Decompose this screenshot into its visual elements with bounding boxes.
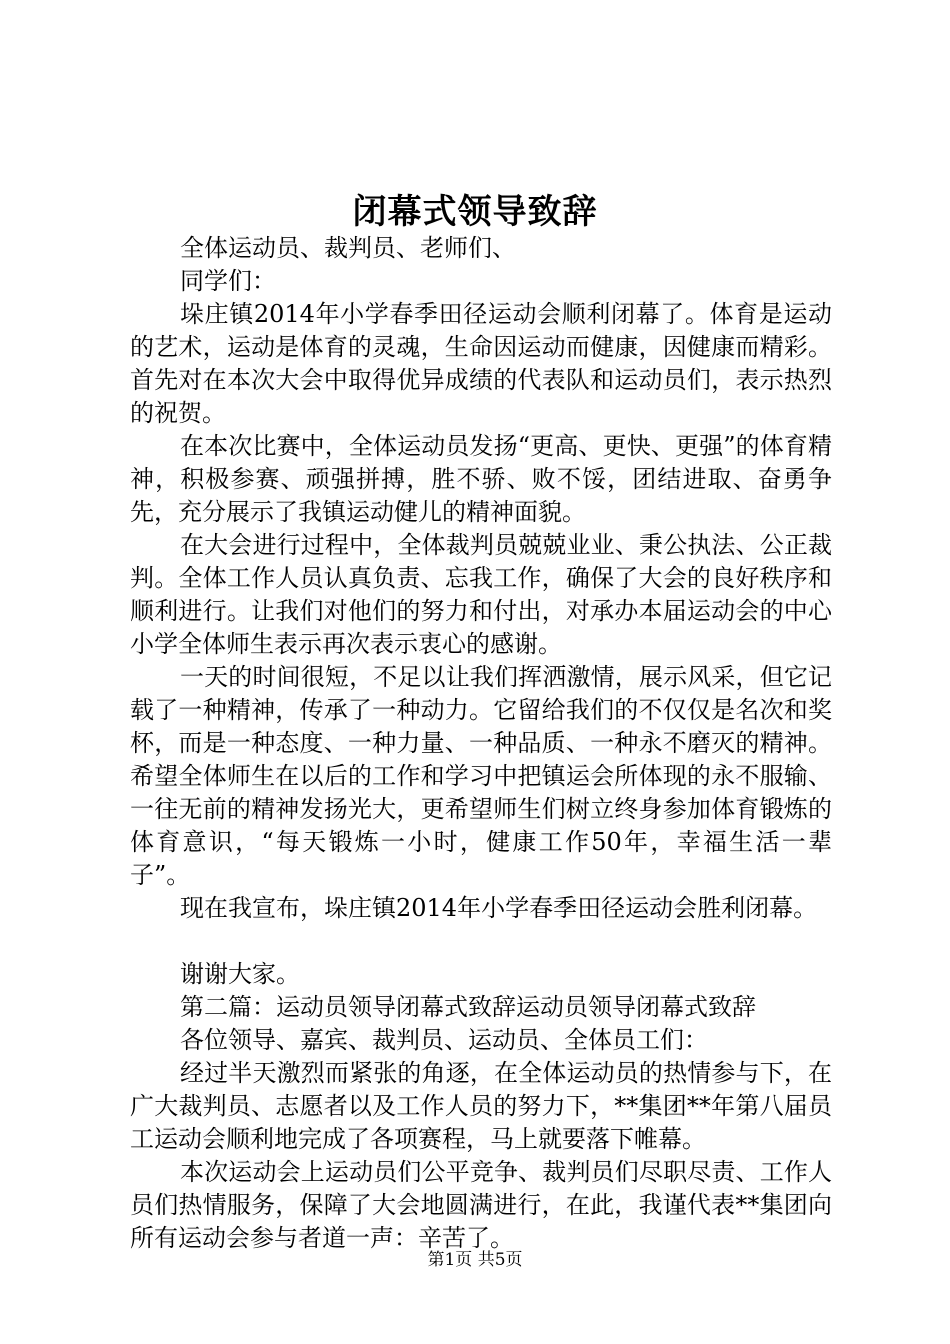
paragraph-thanks: 谢谢大家。 (180, 960, 300, 988)
paragraph-second-opening: 经过半天激烈而紧张的角逐，在全体运动员的热情参与下，在广大裁判员、志愿者以及工作人员的努力下，**集团**年第八届员工运动会顺利地完成了各项赛程，马上就要落下帷幕。 (130, 1059, 832, 1153)
paragraph-second-thanks: 本次运动会上运动员们公平竞争、裁判员们尽职尽责、工作人员们热情服务，保障了大会地圆满进行，在此，我谨代表**集团向所有运动会参与者道一声：辛苦了。 (130, 1158, 832, 1252)
salutation-line-2: 同学们： (180, 267, 276, 295)
section-heading-second: 第二篇：运动员领导闭幕式致辞运动员领导闭幕式致辞 (180, 993, 756, 1021)
paragraph-athletes: 在本次比赛中，全体运动员发扬“更高、更快、更强”的体育精神，积极参赛、顽强拼搏，胜不骄、败不馁，团结进取、奋勇争先，充分展示了我镇运动健儿的精神面貌。 (130, 432, 832, 526)
paragraph-referees: 在大会进行过程中，全体裁判员兢兢业业、秉公执法、公正裁判。全体工作人员认真负责、忘我工作，确保了大会的良好秩序和顺利进行。让我们对他们的努力和付出，对承办本届运动会的中心小学全体师生表示再次表示衷心的感谢。 (130, 531, 832, 658)
paragraph-opening: 垛庄镇2014年小学春季田径运动会顺利闭幕了。体育是运动的艺术，运动是体育的灵魂，生命因运动而健康，因健康而精彩。首先对在本次大会中取得优异成绩的代表队和运动员们，表示热烈的祝贺。 (130, 300, 832, 427)
document-body (130, 232, 832, 1255)
salutation-second: 各位领导、嘉宾、裁判员、运动员、全体员工们： (180, 1026, 708, 1054)
page-indicator: 第1页 共5页 (427, 1250, 523, 1270)
paragraph-declaration: 现在我宣布，垛庄镇2014年小学春季田径运动会胜利闭幕。 (180, 894, 818, 922)
document-title: 闭幕式领导致辞 (352, 192, 598, 232)
paragraph-spirit: 一天的时间很短，不足以让我们挥洒激情，展示风采，但它记载了一种精神，传承了一种动力。它留给我们的不仅仅是名次和奖杯，而是一种态度、一种力量、一种品质、一种永不磨灭的精神。希望全体师生在以后的工作和学习中把镇运会所体现的永不服输、一往无前的精神发扬光大，更希望师生们树立终身参加体育锻炼的体育意识，“每天锻炼一小时，健康工作50年，幸福生活一辈子”。 (130, 663, 832, 889)
salutation-line-1: 全体运动员、裁判员、老师们、 (180, 234, 516, 262)
